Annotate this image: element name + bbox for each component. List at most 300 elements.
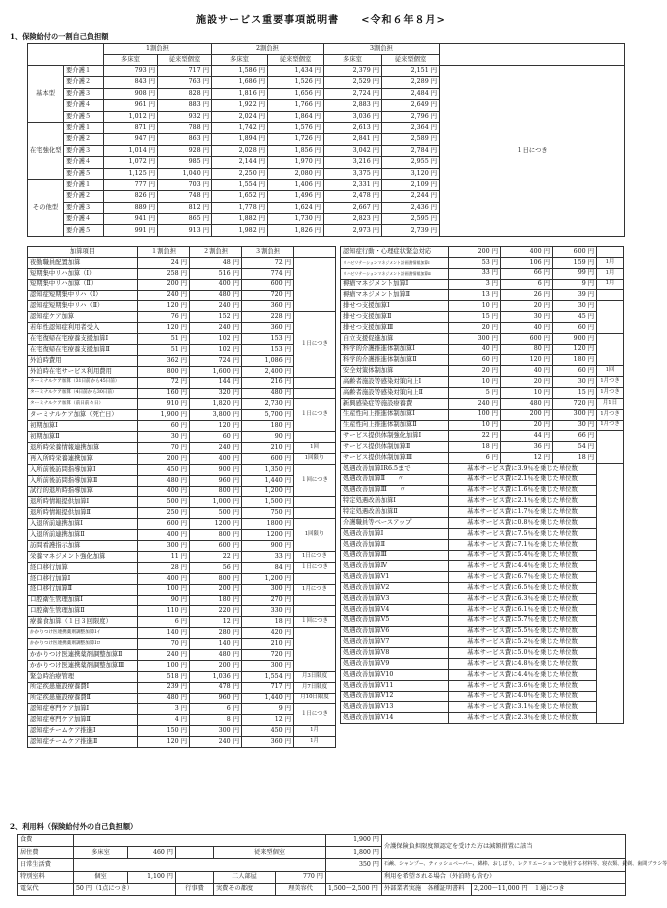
item-name: 経口移行加算 [28,562,138,573]
fee-value: 1,434 円 [268,66,324,77]
fee-value: 18 円 [553,453,597,464]
fee-value: 200 円 [138,453,190,464]
item-name: ターミナルケア加算（死亡日） [28,410,138,421]
fee-value: 180 円 [553,355,597,366]
item-name: 排せつ支援加算Ⅱ [341,312,449,323]
unit-note [597,333,624,366]
fee-value: 2,739 円 [382,225,440,236]
label: 従来型個室 [214,847,326,859]
table-row [341,312,624,323]
item-name: 所定疾患施設療養費Ⅰ [28,682,138,693]
item-name: 認知症行動・心理症状緊急対応 [341,247,449,258]
table-row [28,399,336,410]
unit-note: １日につき [294,704,336,726]
fee-value: 478 円 [190,682,242,693]
unit-note: 1月 [597,257,624,268]
fee-value: 889 円 [104,202,158,213]
fee-value: 120 円 [138,323,190,334]
table-row [341,279,624,290]
rate-text: 基本サービス費に6.7％を乗じた単位数 [449,572,597,583]
table-row [28,530,336,541]
fee-value: 228 円 [242,312,294,323]
care-level: 要介護５ [64,225,104,236]
fee-value: 1,012 円 [104,111,158,122]
rate-text: 基本サービス費に3.6％を乗じた単位数 [449,680,597,691]
fee-value: 3 円 [138,704,190,715]
rate-text: 基本サービス費に3.9％を乗じた単位数 [449,463,597,474]
item-name: 褥瘡マネジメント加算Ⅰ [341,279,449,290]
table-row [28,497,336,508]
table-row [28,366,336,377]
fee-value: 33 円 [242,551,294,562]
fee-value: 2,955 円 [382,157,440,168]
rate-text: 基本サービス費に5.4％を乗じた単位数 [449,550,597,561]
item-name: 安全対策体制加算 [341,366,449,377]
fee-value: 2,024 円 [212,111,268,122]
unit-note [294,595,336,606]
unit-note: 月1日 [597,398,624,409]
label: 個室 [74,871,128,883]
fee-value: 40 円 [501,322,553,333]
care-level: 要介護４ [64,214,104,225]
fee-value: 10 円 [449,420,501,431]
fee-value: 1,766 円 [268,100,324,111]
fee-value: 800 円 [190,573,242,584]
fee-value: 480 円 [501,398,553,409]
table-row [28,639,336,650]
table-row [341,713,624,724]
fee-value: 70 円 [138,639,190,650]
fee-value: 1,600 円 [190,366,242,377]
item-name: 試行的退所時指導加算 [28,486,138,497]
item-name: ターミナルケア加算（4日前から30日前） [28,388,138,399]
item-name: 排せつ支援加算Ⅲ [341,322,449,333]
fee-value: 360 円 [242,737,294,748]
fee-value: 1,820 円 [190,399,242,410]
fee-value: 360 円 [242,301,294,312]
fee-value: 941 円 [104,214,158,225]
item-name: 新興感染症等施設療養費 [341,398,449,409]
fee-value: 800 円 [190,530,242,541]
fee-value: 240 円 [190,737,242,748]
table-row [28,628,336,639]
fee-value: 1,970 円 [268,157,324,168]
table-row [341,507,624,518]
fee-value: 60 円 [449,355,501,366]
fee-value: 20 円 [449,322,501,333]
item-name: 口腔衛生管理加算Ⅱ [28,606,138,617]
table-row [28,421,336,432]
table-row [28,345,336,356]
table-row [28,660,336,671]
fee-value: 2,973 円 [324,225,382,236]
fee-value: 518 円 [138,671,190,682]
rate-text: 基本サービス費に5.0％を乗じた単位数 [449,648,597,659]
fee-value: 2,331 円 [324,179,382,190]
fee-value: 72 円 [242,257,294,268]
table-row [28,443,336,454]
meal-row [18,835,626,847]
fee-value: 1,014 円 [104,145,158,156]
fee-value: 1,778 円 [212,202,268,213]
label: 二人部屋 [214,871,276,883]
fee-value: 60 円 [138,421,190,432]
item-name: 認知症専門ケア加算Ⅱ [28,715,138,726]
column-header: 多床室 [324,55,382,66]
label: 特別室料 [18,871,74,883]
fee-value: 15 円 [449,312,501,323]
rate-text: 基本サービス費に2.3％を乗じた単位数 [449,713,597,724]
value: 1,900 円 [326,835,382,847]
table-row [28,257,336,268]
table-row [341,420,624,431]
item-name: 処遇改善加算Ⅴ9 [341,659,449,670]
table-row [28,334,336,345]
fee-value: 2,364 円 [382,122,440,133]
fee-value: 120 円 [501,355,553,366]
care-level: 要介護４ [64,100,104,111]
item-name: 処遇改善加算ⅠR6.5まで [341,463,449,474]
item-name: 処遇改善加算Ⅴ14 [341,713,449,724]
fee-value: 1800 円 [242,519,294,530]
fee-value: 20 円 [449,366,501,377]
value: 1,800 円 [326,847,382,859]
fee-value: 1,554 円 [242,671,294,682]
table-row [28,693,336,704]
unit-note: 1回 [597,366,624,377]
fee-value: 60 円 [553,322,597,333]
column-header: 従来型個室 [158,55,212,66]
fee-value: 66 円 [553,431,597,442]
item-name: 退所時栄養情報連携加算 [28,443,138,454]
fee-value: 102 円 [190,345,242,356]
rate-text: 基本サービス費に4.4％を乗じた単位数 [449,669,597,680]
fee-value: 9 円 [553,279,597,290]
fee-value: 883 円 [158,100,212,111]
fee-value: 30 円 [501,312,553,323]
item-name: サービス提供体制加算Ⅱ [341,442,449,453]
item-name: 入所前後訪問指導加算Ⅱ [28,475,138,486]
care-level: 要介護３ [64,145,104,156]
label: 理美容代 [276,883,326,895]
table-row [28,66,625,77]
table-row [28,704,336,715]
fee-value: 20 円 [501,377,553,388]
table-row [341,626,624,637]
unit-note: 1月 [597,268,624,279]
fee-value: 2,400 円 [242,366,294,377]
fee-value: 516 円 [190,268,242,279]
fee-value: 1200 円 [242,530,294,541]
label: 日常生活費 [18,859,74,871]
fee-value: 33 円 [449,268,501,279]
fee-value: 871 円 [104,122,158,133]
fee-value: 180 円 [242,421,294,432]
fee-value: 150 円 [138,726,190,737]
daily-row [18,859,626,871]
column-header [294,247,336,258]
item-name: 退所時情報提供加算Ⅱ [28,508,138,519]
fee-value: 153 円 [242,334,294,345]
fee-value: 400 円 [190,453,242,464]
fee-value: 40 円 [501,366,553,377]
fee-value: 480 円 [190,290,242,301]
fee-value: 26 円 [501,290,553,301]
table-row [28,541,336,552]
item-name: 入退所前連携加算Ⅰ [28,519,138,530]
table-row [28,508,336,519]
fee-value: 10 円 [501,387,553,398]
item-name: 夜勤職員配置加算 [28,257,138,268]
table-row [28,573,336,584]
fee-value: 1,922 円 [212,100,268,111]
table-row [341,474,624,485]
fee-value: 2,613 円 [324,122,382,133]
item-name: 在宅復帰在宅療養支援加算Ⅱ [28,345,138,356]
table-row [28,649,336,660]
table-row [28,377,336,388]
care-level: 要介護１ [64,179,104,190]
room-row [18,871,626,883]
fee-value: 330 円 [242,606,294,617]
fee-value: 6 円 [190,704,242,715]
fee-value: 600 円 [242,279,294,290]
table-row [341,257,624,268]
item-name: 高齢者施設等感染対策向上Ⅰ [341,377,449,388]
item-name: 処遇改善加算Ⅴ11 [341,680,449,691]
table-row [341,485,624,496]
fee-value: 793 円 [104,66,158,77]
fee-value: 3,036 円 [324,111,382,122]
rate-text: 基本サービス費に6.5％を乗じた単位数 [449,583,597,594]
table-row [28,388,336,399]
item-name: 処遇改善加算Ⅴ3 [341,594,449,605]
fee-value: 1,500 円 [242,497,294,508]
fee-value: 480 円 [138,693,190,704]
table-row [341,659,624,670]
item-name: 初期加算Ⅱ [28,432,138,443]
item-name: 在宅復帰在宅療養支援加算Ⅰ [28,334,138,345]
fee-value: 36 円 [501,442,553,453]
fee-value: 152 円 [190,312,242,323]
addition-table-right [340,246,624,724]
table-row [28,584,336,595]
fee-value: 720 円 [242,290,294,301]
fee-value: 1,726 円 [268,134,324,145]
fee-value: 480 円 [190,649,242,660]
fee-value: 3,375 円 [324,168,382,179]
fee-value: 1,000 円 [190,497,242,508]
column-group-header: 2割負担 [212,44,324,55]
item-name: 処遇改善加算Ⅲ [341,550,449,561]
fee-value: 1,900 円 [138,410,190,421]
unit-note: 1月つき [597,409,624,420]
fee-value: 3,042 円 [324,145,382,156]
item-name: 処遇改善加算Ⅲ 〃 [341,485,449,496]
fee-value: 724 円 [190,355,242,366]
fee-value: 60 円 [190,432,242,443]
fee-value: 2,478 円 [324,191,382,202]
fee-value: 90 円 [242,432,294,443]
value: 770 円 [276,871,326,883]
unit-note: １日につき [294,312,336,377]
table-row [28,671,336,682]
fee-value: 865 円 [158,214,212,225]
unit-note: 1月 [597,279,624,290]
table-row [341,615,624,626]
fee-value: 2,151 円 [382,66,440,77]
table-row [28,323,336,334]
fee-value: 5,700 円 [242,410,294,421]
table-row [28,606,336,617]
care-level: 要介護５ [64,168,104,179]
fee-value: 910 円 [138,399,190,410]
item-name: 生産性向上推進体制加算Ⅰ [341,409,449,420]
table-row [28,595,336,606]
fee-value: 1,554 円 [212,179,268,190]
rate-text: 基本サービス費に2.1％を乗じた単位数 [449,496,597,507]
fee-value: 928 円 [158,145,212,156]
unit-note: 1回限り [294,519,336,552]
unit-note: １日につき [294,399,336,432]
unit-note: 1月つき [597,387,624,398]
fee-value: 800 円 [138,366,190,377]
unit-note: 1月つき [597,377,624,388]
fee-value: 2,595 円 [382,214,440,225]
fee-value: 18 円 [242,617,294,628]
rate-text: 基本サービス費に1.7％を乗じた単位数 [449,507,597,518]
fee-value: 1,742 円 [212,122,268,133]
item-name: 入所前後訪問指導加算Ⅰ [28,464,138,475]
fee-value: 2,289 円 [382,77,440,88]
fee-value: 200 円 [449,247,501,258]
label: 多床室 [74,847,128,859]
unit-note: 月10日限度 [294,693,336,704]
item-name: 短期集中リハ加算（Ⅰ） [28,268,138,279]
self-pay-table [17,834,667,896]
rate-text: 基本サービス費に1.6％を乗じた単位数 [449,485,597,496]
item-name: 経口移行加算Ⅰ [28,573,138,584]
fee-value: 66 円 [501,268,553,279]
fee-value: 450 円 [138,464,190,475]
fee-value: 1,982 円 [212,225,268,236]
fee-value: 120 円 [190,421,242,432]
item-name: 退所時情報提供加算Ⅰ [28,497,138,508]
fee-value: 420 円 [242,628,294,639]
fee-value: 2,883 円 [324,100,382,111]
item-name: 処遇改善加算Ⅴ6 [341,626,449,637]
fee-value: 777 円 [104,179,158,190]
fee-value: 120 円 [553,344,597,355]
fee-value: 28 円 [138,562,190,573]
fee-value: 320 円 [190,388,242,399]
fee-value: 1,826 円 [268,225,324,236]
value: 実費その都度 [214,883,276,895]
unit-note [294,573,336,584]
value: 1,100 円 [128,871,176,883]
fee-value: 600 円 [553,247,597,258]
table-row [341,463,624,474]
section1-heading: 1、保険給付の一割自己負担額 [10,32,109,41]
unit-note [597,301,624,334]
fee-value: 84 円 [242,562,294,573]
fee-value: 300 円 [449,333,501,344]
unit-note [294,388,336,399]
fee-value: 913 円 [158,225,212,236]
item-name: 再入所時栄養連携加算 [28,453,138,464]
table-row [28,268,336,279]
column-group-header: 1割負担 [104,44,212,55]
fee-value: 140 円 [190,639,242,650]
value: 2,200～11,000 円 １通につき [472,883,626,895]
fee-value: 53 円 [449,257,501,268]
care-level: 要介護２ [64,77,104,88]
fee-value: 300 円 [242,584,294,595]
fee-value: 6 円 [449,453,501,464]
table-row [341,572,624,583]
table-row [28,562,336,573]
fee-value: 1,200 円 [242,573,294,584]
item-name: 認知症チームケア推進Ⅱ [28,737,138,748]
item-name: かかりつけ医連携薬剤調整加算Ⅱ [28,649,138,660]
care-level: 要介護３ [64,202,104,213]
fee-value: 2,589 円 [382,134,440,145]
rate-text: 基本サービス費に4.4％を乗じた単位数 [449,561,597,572]
fee-value: 1,200 円 [242,486,294,497]
fee-value: 1,125 円 [104,168,158,179]
item-name: 口腔衛生管理加算Ⅰ [28,595,138,606]
fee-value: 12 円 [242,715,294,726]
fee-value: 30 円 [553,301,597,312]
unit-note: 1月つき [597,420,624,431]
unit-note: 月3日限度 [294,671,336,682]
page-title: 施設サービス重要事項説明書 <令和６年８月> [196,15,446,26]
fee-value: 12 円 [190,617,242,628]
item-name: 処遇改善加算Ⅰ [341,528,449,539]
fee-value: 1,816 円 [212,88,268,99]
fee-value: 2,109 円 [382,179,440,190]
rate-text: 基本サービス費に4.0％を乗じた単位数 [449,691,597,702]
fee-value: 3,216 円 [324,157,382,168]
table-row [341,583,624,594]
fee-value: 812 円 [158,202,212,213]
fee-value: 180 円 [190,595,242,606]
fee-value: 15 円 [553,387,597,398]
value: 350 円 [326,859,382,871]
table-row [341,301,624,312]
fee-value: 400 円 [138,530,190,541]
label: 食費 [18,835,74,847]
fee-value: 1,894 円 [212,134,268,145]
table-row [28,432,336,443]
table-row [341,387,624,398]
fee-value: 240 円 [138,649,190,660]
fee-value: 2,484 円 [382,88,440,99]
fee-value: 500 円 [138,497,190,508]
table-row [28,519,336,530]
column-header: 多床室 [212,55,268,66]
fee-value: 48 円 [190,257,242,268]
care-level: 要介護３ [64,88,104,99]
rate-text: 基本サービス費に6.1％を乗じた単位数 [449,604,597,615]
basic-fee-table [27,43,625,237]
fee-value: 300 円 [242,660,294,671]
fee-value: 160 円 [138,388,190,399]
fee-value: 8 円 [190,715,242,726]
fee-value: 400 円 [138,573,190,584]
rate-text: 基本サービス費に6.3％を乗じた単位数 [449,594,597,605]
rate-text: 基本サービス費に0.8％を乗じた単位数 [449,518,597,529]
